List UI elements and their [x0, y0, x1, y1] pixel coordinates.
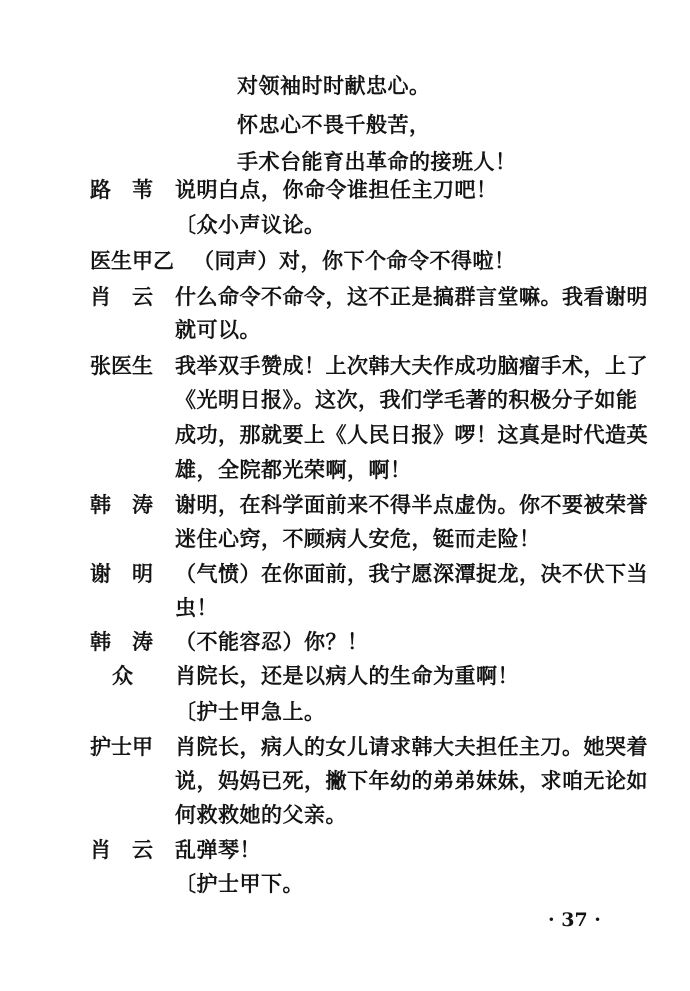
dialogue-line: 什么命令不命令，这不正是搞群言堂嘛。我看谢明 [175, 284, 648, 309]
verse-line: 对领袖时时献忠心。 [237, 73, 431, 98]
verse-line: 手术台能育出革命的接班人！ [237, 149, 517, 174]
dialogue-line: 我举双手赞成！上次韩大夫作成功脑瘤手术，上了 [175, 353, 648, 378]
dialogue-line: （气愤）在你面前，我宁愿深潭捉龙，决不伏下当 [175, 561, 648, 586]
speaker-label: 张医生 [90, 353, 153, 378]
dialogue-line: （不能容忍）你？！ [175, 629, 369, 654]
speaker-label: 众 [112, 663, 133, 688]
dialogue-line: 肖院长，病人的女儿请求韩大夫担任主刀。她哭着 [175, 734, 648, 759]
dialogue-line: 说明白点，你命令谁担任主刀吧！ [175, 177, 498, 202]
speaker-label: 肖 云 [90, 284, 153, 309]
dialogue-line: 就可以。 [175, 317, 261, 342]
speaker-label: 谢 明 [90, 561, 153, 586]
speaker-label: 韩 涛 [90, 492, 153, 517]
verse-line: 怀忠心不畏千般苦， [237, 112, 431, 137]
speaker-label: 肖 云 [90, 837, 153, 862]
dialogue-line: 虫！ [175, 595, 218, 620]
speaker-label: 护士甲 [90, 734, 153, 759]
speaker-label: 路 苇 [90, 177, 153, 202]
dialogue-line: 何救救她的父亲。 [175, 802, 347, 827]
dialogue-line: 雄，全院都光荣啊，啊！ [175, 457, 412, 482]
dialogue-line: 乱弹琴！ [175, 837, 261, 862]
dialogue-line: （同声）对，你下个命令不得啦！ [193, 248, 516, 273]
dialogue-line: 成功，那就要上《人民日报》啰！这真是时代造英 [175, 422, 648, 447]
dialogue-line: 迷住心窍，不顾病人安危，铤而走险！ [175, 526, 541, 551]
speaker-label: 医生甲乙 [90, 248, 174, 273]
speaker-label: 韩 涛 [90, 629, 153, 654]
dialogue-line: 谢明，在科学面前来不得半点虚伪。你不要被荣誉 [175, 492, 648, 517]
page-number: · 37 · [548, 909, 601, 931]
dialogue-line: 说，妈妈已死，撇下年幼的弟弟妹妹，求咱无论如 [175, 768, 648, 793]
dialogue-line: 《光明日报》。这次，我们学毛著的积极分子如能 [175, 387, 638, 412]
stage-direction: 〔护士甲急上。 [175, 699, 326, 724]
stage-direction: 〔护士甲下。 [175, 871, 304, 896]
stage-direction: 〔众小声议论。 [175, 212, 326, 237]
dialogue-line: 肖院长，还是以病人的生命为重啊！ [175, 663, 519, 688]
